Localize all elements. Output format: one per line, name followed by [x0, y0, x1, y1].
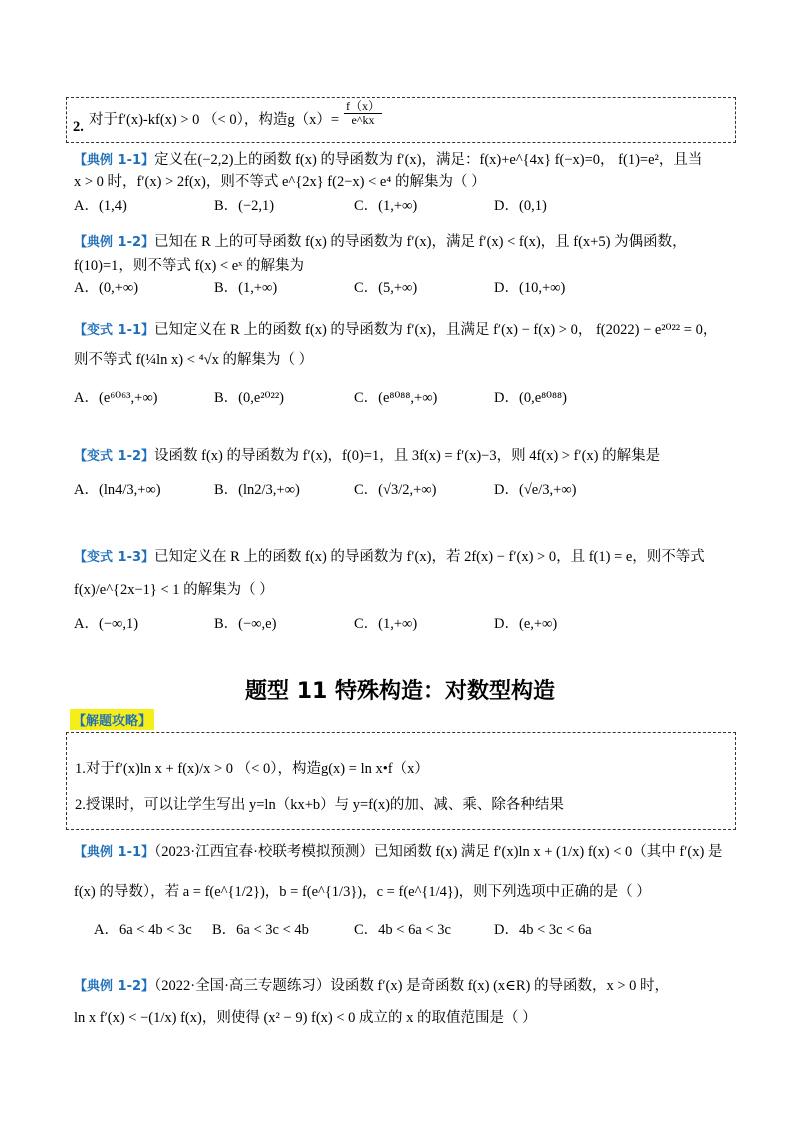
option-c: C．4b < 6a < 3c — [354, 922, 451, 938]
option-c: C．(1,+∞) — [354, 198, 418, 214]
option-d: D．(0,e⁸⁰⁸⁸) — [494, 390, 567, 406]
problem-1-line-1 — [74, 148, 702, 169]
problem-1-text-1: 定义在(−2,2)上的函数 f(x) 的导函数为 f′(x)，满足：f(x)+e^{4x} f(−x)=0， f(1)=e²，且当 — [154, 152, 703, 168]
problem-6-line-2: f(x) 的导数），若 a = f(e^{1/2})，b = f(e^{1/3})，c = f(e^{1/4})，则下列选项中正确的是（ ） — [74, 884, 651, 900]
option-d: D．4b < 3c < 6a — [494, 922, 592, 938]
box1-fraction — [344, 100, 382, 127]
option-c: C．(1,+∞) — [354, 616, 418, 632]
option-b: B．(1,+∞) — [214, 280, 278, 296]
box1-number: 2. — [73, 119, 84, 135]
problem-5-line-2: f(x)/e^{2x−1} < 1 的解集为（ ） — [74, 582, 274, 598]
problem-4-line-1 — [74, 444, 660, 465]
problem-7-line-2: ln x f′(x) < −(1/x) f(x)，则使得 (x² − 9) f(x) < 0 成立的 x 的取值范围是（ ） — [74, 1010, 537, 1026]
problem-6-text-1: （2023·江西宜春·校联考模拟预测）已知函数 f(x) 满足 f′(x)ln x + (1/x) f(x) < 0（其中 f′(x) 是 — [154, 844, 723, 860]
box1-frac-num: f（x） — [346, 99, 380, 113]
problem-1-tag: 【典例 1-1】 — [74, 153, 155, 168]
option-d: D．(√e/3,+∞) — [494, 482, 577, 498]
option-a: A．(−∞,1) — [74, 616, 139, 632]
problem-6-line-1 — [74, 840, 722, 861]
option-b: B．(ln2/3,+∞) — [214, 482, 300, 498]
option-c: C．(e⁸⁰⁸⁸,+∞) — [354, 390, 438, 406]
section-title: 题型 11 特殊构造：对数型构造 — [245, 679, 555, 704]
option-d: D．(0,1) — [494, 198, 547, 214]
problem-1-line-2: x > 0 时，f′(x) > 2f(x)，则不等式 e^{2x} f(2−x) < e⁴ 的解集为（ ） — [74, 174, 486, 190]
box2-line-1: 1.对于f′(x)ln x + f(x)/x > 0 （< 0），构造g(x) = ln x•f（x） — [75, 761, 429, 777]
option-a: A．(0,+∞) — [74, 280, 139, 296]
problem-3-text-1: 已知定义在 R 上的函数 f(x) 的导函数为 f′(x)，且满足 f′(x) − f(x) > 0， f(2022) − e²⁰²² = 0， — [154, 322, 718, 338]
construction-box-1 — [66, 97, 736, 143]
problem-7-line-1 — [74, 974, 669, 995]
option-d: D．(10,+∞) — [494, 280, 566, 296]
problem-7-text-1: （2022·全国·高三专题练习）设函数 f′(x) 是奇函数 f(x) (x∈R) 的导函数，x > 0 时， — [154, 978, 670, 994]
problem-4-text-1: 设函数 f(x) 的导函数为 f′(x)，f(0)=1，且 3f(x) = f′(x)−3，则 4f(x) > f′(x) 的解集是 — [154, 448, 661, 464]
problem-5-line-1 — [74, 545, 705, 566]
problem-3-tag: 【变式 1-1】 — [74, 323, 155, 338]
option-b: B．(−2,1) — [214, 198, 275, 214]
box1-frac-den: e^kx — [351, 113, 375, 127]
option-a: A．(e⁶⁰⁶³,+∞) — [74, 390, 158, 406]
box1-text: 对于f′(x)-kf(x) > 0 （< 0），构造g（x）= — [89, 112, 340, 128]
problem-4-tag: 【变式 1-2】 — [74, 449, 155, 464]
option-c: C．(5,+∞) — [354, 280, 418, 296]
problem-5-tag: 【变式 1-3】 — [74, 550, 155, 565]
construction-box-2 — [66, 732, 736, 830]
option-d: D．(e,+∞) — [494, 616, 558, 632]
option-a: A．(ln4/3,+∞) — [74, 482, 161, 498]
problem-2-tag: 【典例 1-2】 — [74, 235, 155, 250]
problem-5-text-1: 已知定义在 R 上的函数 f(x) 的导函数为 f′(x)，若 2f(x) − f′(x) > 0，且 f(1) = e，则不等式 — [154, 549, 705, 565]
option-a: A．6a < 4b < 3c — [94, 922, 192, 938]
option-c: C．(√3/2,+∞) — [354, 482, 437, 498]
option-a: A．(1,4) — [74, 198, 127, 214]
problem-2-text-1: 已知在 R 上的可导函数 f(x) 的导函数为 f′(x)，满足 f′(x) < f(x)，且 f(x+5) 为偶函数， — [154, 234, 687, 250]
option-b: B．6a < 3c < 4b — [212, 922, 309, 938]
problem-7-tag: 【典例 1-2】 — [74, 979, 155, 994]
problem-2-line-1 — [74, 230, 687, 251]
option-b: B．(0,e²⁰²²) — [214, 390, 284, 406]
problem-2-line-2: f(10)=1，则不等式 f(x) < eˣ 的解集为 — [74, 258, 304, 274]
box2-line-2: 2.授课时，可以让学生写出 y=ln（kx+b）与 y=f(x)的加、减、乘、除各种结果 — [75, 797, 564, 813]
strategy-label: 【解题攻略】 — [70, 709, 154, 730]
problem-6-tag: 【典例 1-1】 — [74, 845, 155, 860]
option-b: B．(−∞,e) — [214, 616, 277, 632]
problem-3-line-2: 则不等式 f(¼ln x) < ⁴√x 的解集为（ ） — [74, 352, 314, 368]
problem-3-line-1 — [74, 318, 717, 339]
